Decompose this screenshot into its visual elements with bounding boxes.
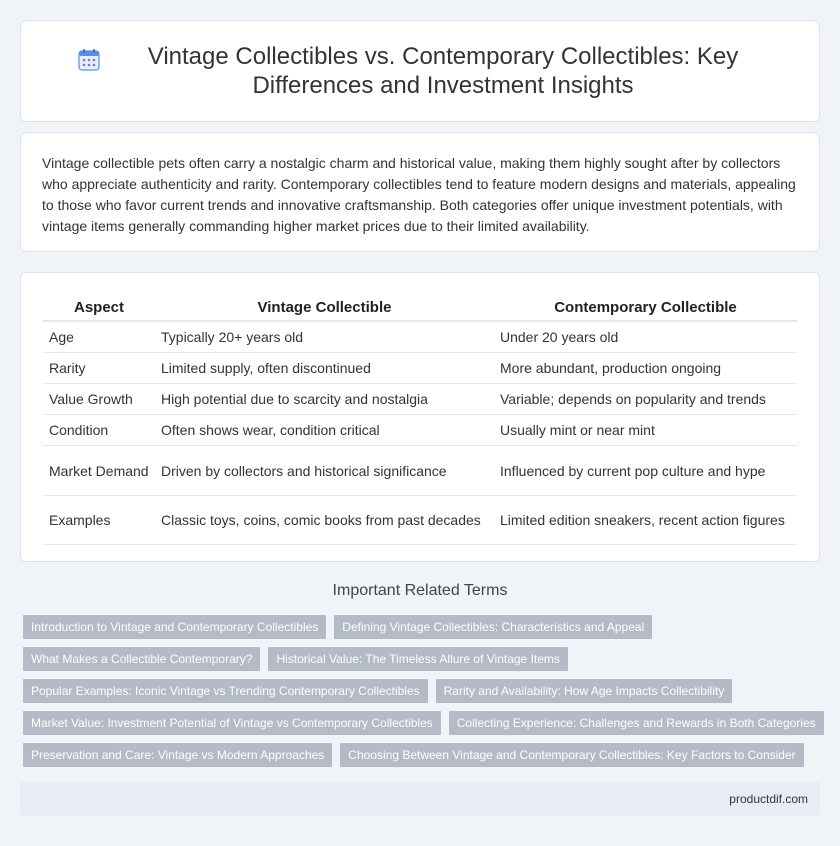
table-row bbox=[43, 384, 797, 415]
related-term-tag[interactable]: Rarity and Availability: How Age Impacts Collectibility bbox=[436, 679, 733, 703]
cell-aspect: Market Demand bbox=[43, 446, 155, 496]
header-contemporary: Contemporary Collectible bbox=[494, 293, 797, 322]
cell-contemporary: Limited edition sneakers, recent action figures bbox=[494, 496, 797, 545]
tag-row bbox=[23, 743, 823, 767]
cell-vintage: Often shows wear, condition critical bbox=[155, 415, 494, 446]
cell-aspect: Rarity bbox=[43, 353, 155, 384]
cell-vintage: Typically 20+ years old bbox=[155, 322, 494, 353]
cell-vintage: Driven by collectors and historical significance bbox=[155, 446, 494, 496]
related-term-tag[interactable]: What Makes a Collectible Contemporary? bbox=[23, 647, 260, 671]
calendar-icon bbox=[77, 48, 101, 72]
page-title: Vintage Collectibles vs. Contemporary Collectibles: Key Differences and Investment Insights bbox=[147, 43, 739, 99]
table-header-row bbox=[43, 293, 797, 322]
tag-row bbox=[23, 615, 823, 639]
cell-vintage: Classic toys, coins, comic books from past decades bbox=[155, 496, 494, 545]
cell-aspect: Examples bbox=[43, 496, 155, 545]
intro-card bbox=[20, 132, 820, 252]
cell-aspect: Age bbox=[43, 322, 155, 353]
footer bbox=[20, 782, 820, 816]
related-term-tag[interactable]: Choosing Between Vintage and Contemporary Collectibles: Key Factors to Consider bbox=[340, 743, 803, 767]
table-row bbox=[43, 322, 797, 353]
related-term-tag[interactable]: Collecting Experience: Challenges and Rewards in Both Categories bbox=[449, 711, 824, 735]
cell-aspect: Value Growth bbox=[43, 384, 155, 415]
tag-row bbox=[23, 711, 823, 735]
related-term-tag[interactable]: Popular Examples: Iconic Vintage vs Trending Contemporary Collectibles bbox=[23, 679, 428, 703]
header-card bbox=[20, 20, 820, 122]
header-vintage: Vintage Collectible bbox=[155, 293, 494, 322]
comparison-table-card bbox=[20, 272, 820, 562]
cell-contemporary: More abundant, production ongoing bbox=[494, 353, 797, 384]
cell-contemporary: Influenced by current pop culture and hype bbox=[494, 446, 797, 496]
cell-contemporary: Usually mint or near mint bbox=[494, 415, 797, 446]
related-term-tag[interactable]: Market Value: Investment Potential of Vintage vs Contemporary Collectibles bbox=[23, 711, 441, 735]
footer-site[interactable]: productdif.com bbox=[729, 792, 808, 806]
cell-contemporary: Variable; depends on popularity and trends bbox=[494, 384, 797, 415]
cell-vintage: High potential due to scarcity and nostalgia bbox=[155, 384, 494, 415]
tag-row bbox=[23, 647, 823, 671]
related-terms-tags bbox=[23, 615, 823, 775]
table-row bbox=[43, 353, 797, 384]
related-terms-title: Important Related Terms bbox=[332, 582, 508, 599]
cell-contemporary: Under 20 years old bbox=[494, 322, 797, 353]
table-row bbox=[43, 415, 797, 446]
related-term-tag[interactable]: Preservation and Care: Vintage vs Modern Approaches bbox=[23, 743, 332, 767]
table-row bbox=[43, 496, 797, 545]
cell-vintage: Limited supply, often discontinued bbox=[155, 353, 494, 384]
related-term-tag[interactable]: Defining Vintage Collectibles: Characteristics and Appeal bbox=[334, 615, 652, 639]
table-row bbox=[43, 446, 797, 496]
comparison-table bbox=[43, 293, 797, 545]
tag-row bbox=[23, 679, 823, 703]
header-aspect: Aspect bbox=[43, 293, 155, 322]
cell-aspect: Condition bbox=[43, 415, 155, 446]
related-term-tag[interactable]: Introduction to Vintage and Contemporary Collectibles bbox=[23, 615, 326, 639]
related-term-tag[interactable]: Historical Value: The Timeless Allure of Vintage Items bbox=[268, 647, 567, 671]
intro-paragraph: Vintage collectible pets often carry a nostalgic charm and historical value, making them highly sought after by collectors who appreciate authenticity and rarity. Contemporary collectibles tend to feature modern designs and materials, appealing to those who favor current trends and innovative craftsmanship. Both categories offer unique investment potentials, with vintage items generally commanding higher market prices due to their limited availability. bbox=[42, 155, 796, 234]
